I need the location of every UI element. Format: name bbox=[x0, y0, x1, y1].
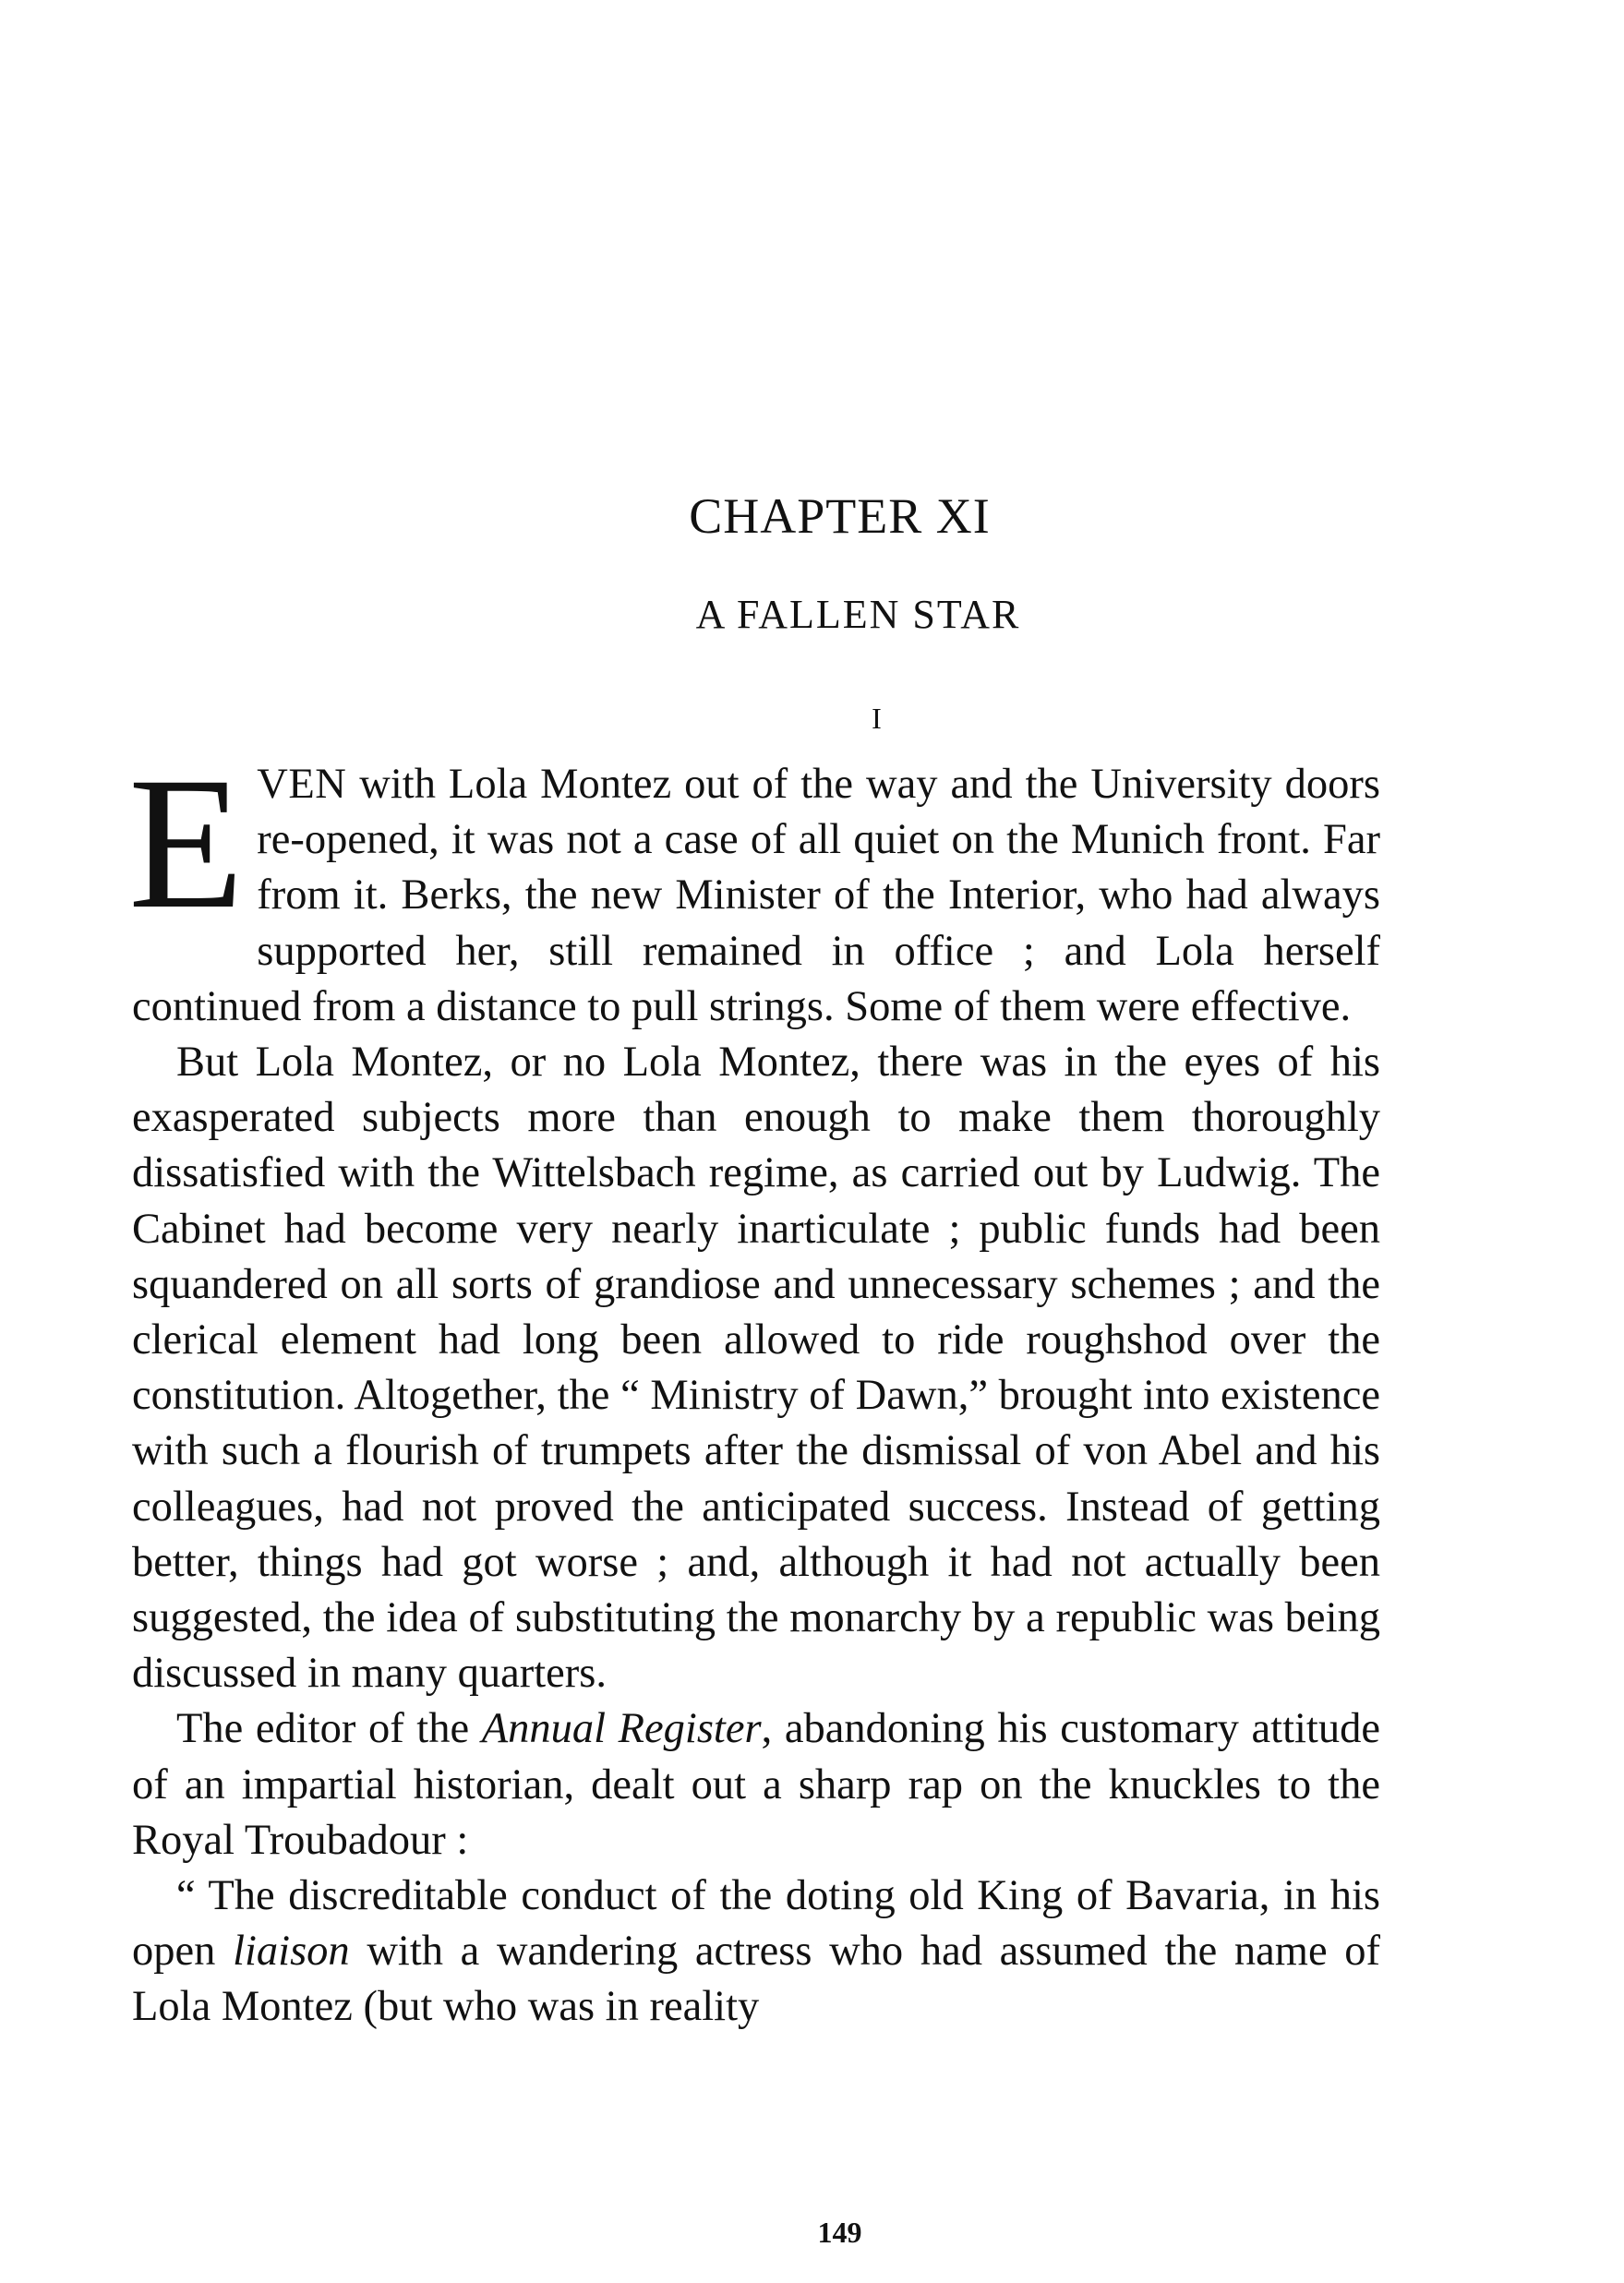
section-number: I bbox=[872, 702, 882, 735]
liaison-word: liaison bbox=[233, 1928, 350, 1976]
chapter-subtitle: A FALLEN STAR bbox=[695, 592, 1021, 637]
paragraph-1-text: with Lola Montez out of the way and the University doors re-opened, it was not a case of all quiet on the Munich front. Far from it. Berks, the new Minister of the Interior, who had always supported her, still remained in office ; and Lola herself continued from a distance to pull strings. Some of them were effective. bbox=[132, 761, 1380, 1030]
chapter-heading: CHAPTER XI bbox=[689, 488, 991, 544]
paragraph-3 bbox=[132, 1701, 1380, 1868]
paragraph-3-after: , abandoning his customary attitude of an impartial historian, dealt out a sharp rap on the knuckles to the Royal Troubadour : bbox=[132, 1705, 1380, 1864]
paragraph-1 bbox=[128, 739, 1380, 1035]
page-number: 149 bbox=[817, 2216, 862, 2249]
annual-register-title: Annual Register bbox=[481, 1705, 762, 1753]
first-word-rest: VEN bbox=[257, 761, 347, 808]
paragraph-4-quotation bbox=[132, 1868, 1380, 2036]
paragraph-2: But Lola Montez, or no Lola Montez, there was in the eyes of his exasperated subjects more than enough to make them thoroughly dissatisfied with the Wittelsbach regime, as carried out by Ludwig. The Cabinet had become very nearly inarticulate ; public funds had been squandered on all sorts of grandiose and unnecessary schemes ; and the clerical element had long been allowed to ride roughshod over the constitution. Altogether, the “ Ministry of Dawn,” brought into existence with such a flourish of trumpets after the dismissal of von Abel and his colleagues, had not proved the anticipated success. Instead of getting better, things had got worse ; and, although it had not actually been suggested, the idea of substituting the monarchy by a republic was being discussed in many quarters. bbox=[132, 1039, 1380, 1698]
paragraph-4-after: with a wandering actress who had assumed the name of Lola Montez (but who was in reality bbox=[132, 1928, 1381, 2031]
paragraph-4-before: “ The discreditable conduct of the doting old King of Bavaria, in his open bbox=[132, 1872, 1380, 1976]
paragraph-3-before: The editor of the bbox=[176, 1705, 482, 1753]
body-text bbox=[128, 739, 1381, 2036]
drop-cap: E bbox=[128, 739, 245, 948]
